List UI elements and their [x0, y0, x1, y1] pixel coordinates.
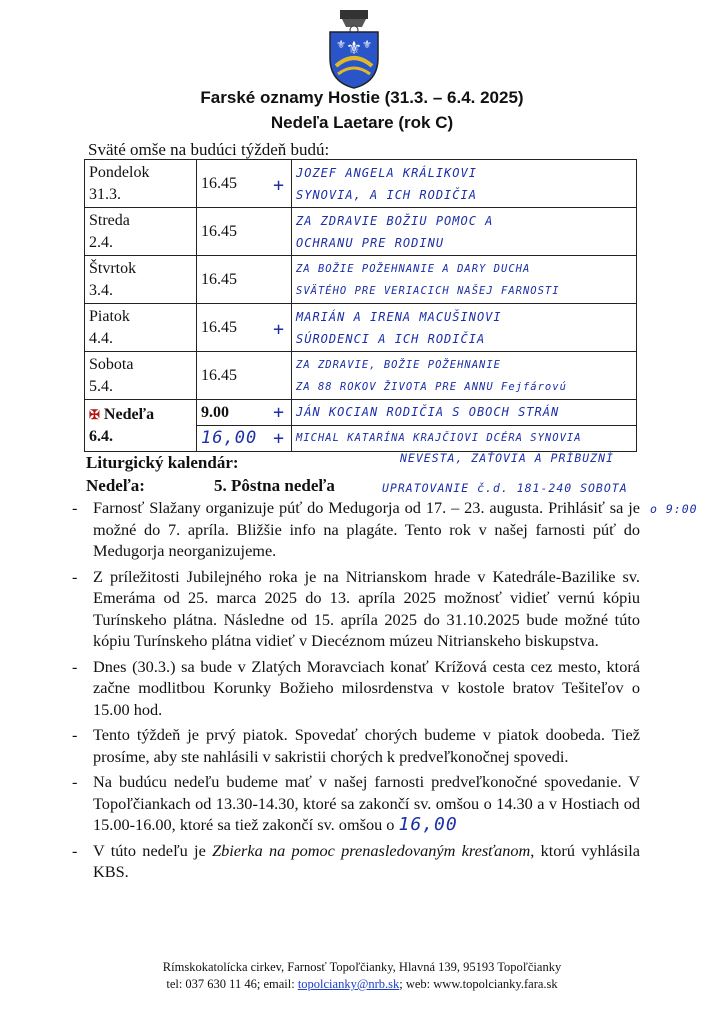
day-name: Pondelok	[89, 163, 150, 181]
liturgical-sunday-name: 5. Pôstna nedeľa	[214, 476, 335, 495]
collection-name: Zbierka na pomoc prenasledovaným kresťanom	[212, 840, 531, 860]
table-row	[85, 256, 637, 304]
intention-line: JOZEF ANGELA KRÁLIKOVI	[296, 165, 477, 180]
svg-text:⚜: ⚜	[345, 38, 363, 59]
intention-line: OCHRANU PRE RODINU	[296, 235, 445, 250]
liturgical-calendar-heading: Liturgický kalendár:	[86, 453, 239, 472]
table-row	[85, 352, 637, 400]
list-item: - Z príležitosti Jubilejného roka je na Nitrianskom hrade v Katedrále-Bazilike sv. Emeráma od 25. marca 2025 do 13. apríla 2025 možnosť vidieť vernú kópiu Turínskeho plátna. Následne od 15. apríla 2025 do 31.10.2025 bude možné túto kópiu Turínskeho plátna vidieť v Diecéznom múzeu Nitrianskeho biskupstva.	[72, 566, 640, 652]
intention-line: ZA ZDRAVIE, BOŽIE POŽEHNANIE	[296, 358, 502, 371]
day-date: 2.4.	[89, 233, 113, 251]
intention-line: SYNOVIA, A ICH RODIČIA	[296, 187, 477, 202]
announcements-list	[72, 497, 640, 887]
day-date: 5.4.	[89, 377, 113, 395]
deceased-plus-mark: +	[273, 174, 285, 196]
mass-schedule-table	[84, 159, 637, 452]
mass-time: 9.00	[201, 404, 229, 421]
collection-text-end: , ktorú vyhlásila KBS.	[93, 840, 641, 881]
list-item: - Tento týždeň je prvý piatok. Spovedať chorých budeme v piatok doobeda. Tiež prosíme, aby ste nahlásili v sakristii chorých k predveľkonočnej spovedi.	[72, 724, 640, 767]
intention-line: JÁN KOCIAN RODIČIA S OBOCH STRÁN	[292, 400, 636, 426]
parish-crest-logo	[326, 10, 382, 90]
list-item	[72, 771, 640, 836]
day-name: Štvrtok	[89, 259, 137, 277]
intention-line: SVÄTÉHO PRE VERIACICH NAŠEJ FARNOSTI	[296, 284, 560, 297]
table-row	[85, 208, 637, 256]
day-date: 6.4.	[89, 427, 113, 445]
svg-text:⚜: ⚜	[336, 38, 346, 51]
intention-line: ZA BOŽIE POŽEHNANIE A DARY DUCHA	[296, 262, 531, 275]
mass-time: 16.45	[201, 318, 237, 336]
table-row	[85, 160, 637, 208]
footer-address: Rímskokatolícka cirkev, Farnosť Topoľčianky, Hlavná 139, 95193 Topoľčianky	[162, 960, 562, 974]
intention-line: MICHAL KATARÍNA KRAJČIOVI DCÉRA SYNOVIA	[296, 432, 582, 444]
footer-web: ; web: www.topolcianky.fara.sk	[399, 977, 558, 991]
day-date: 4.4.	[89, 329, 113, 347]
mass-time: 16.45	[201, 174, 237, 192]
collection-text: V túto nedeľu je	[93, 840, 213, 860]
day-date: 31.3.	[89, 185, 121, 203]
mass-time: 16.45	[201, 222, 237, 240]
footer-contact	[0, 977, 724, 992]
day-name: Piatok	[89, 307, 130, 325]
footer-phone: tel: 037 630 11 46; email:	[166, 977, 298, 991]
handwritten-time: 16,00	[398, 814, 458, 835]
mass-intro: Sväté omše na budúci týždeň budú:	[88, 140, 330, 159]
day-name: Streda	[89, 211, 130, 229]
page-subtitle: Nedeľa Laetare (rok C)	[270, 113, 454, 132]
table-row	[85, 304, 637, 352]
maltese-cross-icon: ✠	[89, 406, 100, 422]
email-link[interactable]: topolcianky@nrb.sk	[297, 977, 400, 991]
list-item	[72, 840, 640, 883]
deceased-plus-mark: +	[273, 318, 285, 340]
handwritten-cleaning-note: UPRATOVANIE č.d. 181-240 SOBOTA	[382, 481, 628, 495]
liturgical-sunday-label: Nedeľa:	[86, 476, 145, 495]
mass-time: 16.45	[201, 366, 237, 384]
crest-icon	[326, 10, 382, 90]
page-title: Farské oznamy Hostie (31.3. – 6.4. 2025)	[200, 88, 524, 107]
mass-time: 16.45	[201, 270, 237, 288]
handwritten-cleaning-time: o 9:00	[650, 502, 698, 516]
intention-line: MARIÁN A IRENA MACUŠINOVI	[296, 309, 502, 324]
intention-line: ZA ZDRAVIE BOŽIU POMOC A	[296, 213, 494, 228]
handwritten-family-note: NEVESTA, ZAŤOVIA A PRÍBUZNÍ	[400, 451, 614, 465]
intention-line: ZA 88 ROKOV ŽIVOTA PRE ANNU Fejfárovú	[296, 380, 567, 393]
list-item: - Dnes (30.3.) sa bude v Zlatých Moravciach konať Krížová cesta cez mesto, ktorá začne modlitbou Korunky Božieho milosrdenstva v kostole bratov Tešiteľov o 15.00 hod.	[72, 656, 640, 721]
day-date: 3.4.	[89, 281, 113, 299]
confession-announcement: Na budúcu nedeľu budeme mať v našej farnosti predveľkonočné spovedanie. V Topoľčiankach od 13.30-14.30, ktoré sa zakončí sv. omšou o 14.30 a v Hostiach od 15.00-16.00, ktoré sa tiež zakončí sv. omšou o	[93, 772, 640, 834]
day-name: Sobota	[89, 355, 134, 373]
svg-text:⚜: ⚜	[362, 38, 372, 51]
intention-line: SÚRODENCI A ICH RODIČIA	[296, 331, 486, 346]
day-name: Nedeľa	[103, 405, 155, 423]
deceased-plus-mark: +	[273, 402, 285, 423]
table-row	[85, 400, 637, 452]
deceased-plus-mark: +	[273, 428, 285, 449]
mass-time-handwritten: 16,00	[201, 428, 258, 448]
list-item: - Farnosť Slažany organizuje púť do Medugorja od 17. – 23. augusta. Prihlásiť sa je možné do 7. apríla. Bližšie info na plagáte. Tento rok v našej farnosti púť do Medugorja neorganizujeme.	[72, 497, 640, 562]
